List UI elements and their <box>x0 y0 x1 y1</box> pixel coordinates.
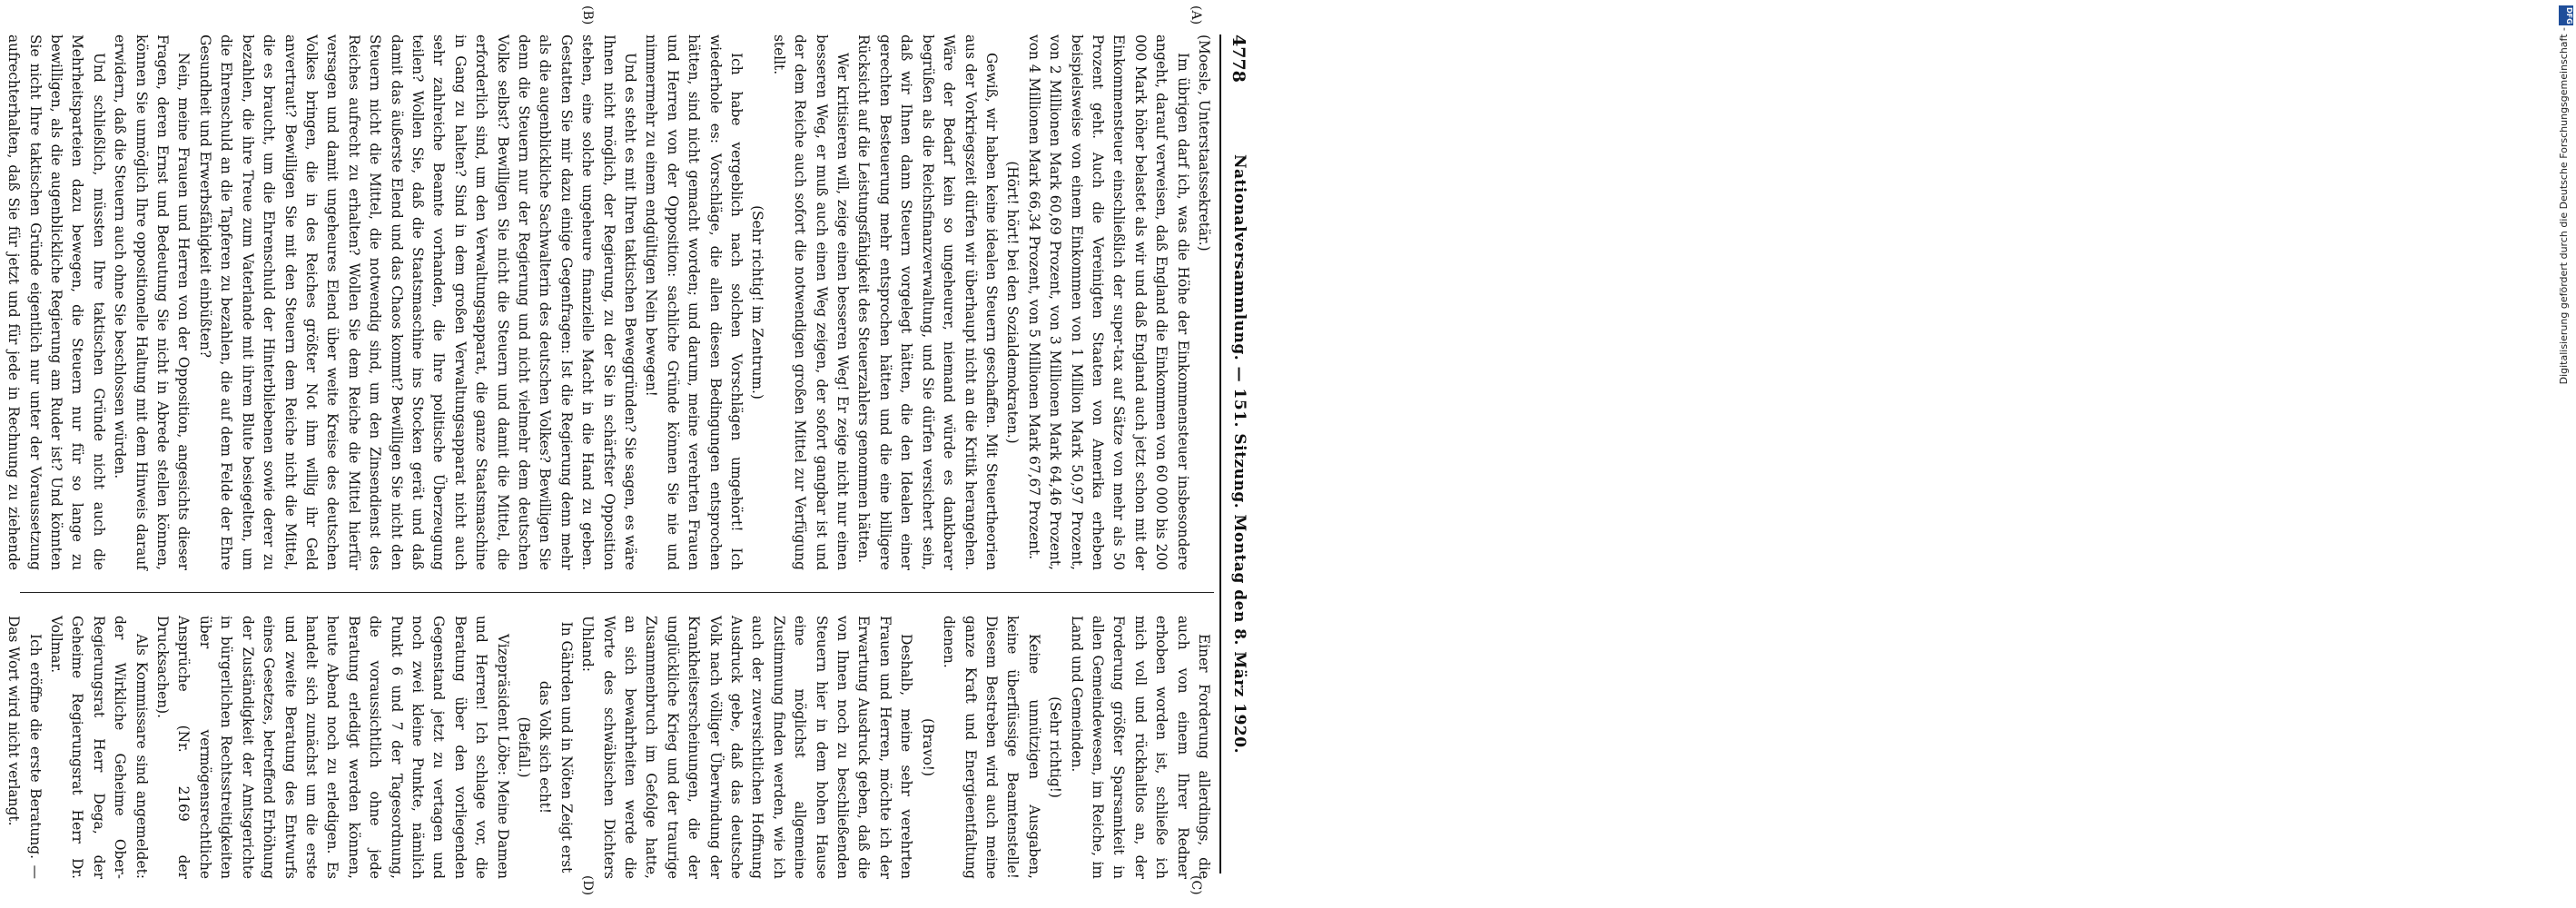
dfg-logo: DFG <box>2559 5 2573 25</box>
column-divider <box>20 592 1214 593</box>
paragraph: Und schließlich, müssten Ihre taktischen Gründe nicht auch die Mehrheitsparteien dazu bewegen, die Steuern nur für so lange zu bewilligen, als die augenblickliche Regierung am Ruder ist? Und könnten Sie nicht Ihre taktischen Gründe eigentlich nur unter der Voraussetzung aufrechterhalten, daß Sie für jetzt und für jede in Rechnung zu ziehende <box>5 35 107 570</box>
column-right <box>5 616 1214 879</box>
digitization-credit: Digitalisierung gefördert durch die Deutsche Forschungsgemeinschaft - <box>2558 27 2570 385</box>
page-number: 4778 <box>1229 35 1249 83</box>
paragraph: Einer Forderung allerdings, die auch von einem Ihrer Redner erhoben worden ist, schließe ich mich voll und rückhaltlos an, der Forderung größter Sparsamkeit in allen Gemeindewesen, im Reiche, im Land und Gemeinden. <box>1068 616 1212 879</box>
paragraph: Vizepräsident Löbe: Meine Damen und Herren! Ich schlage vor, die Beratung über den vorliegenden Gegenstand jetzt zu vertagen und noch zwei kleine Punkte, nämlich Punkt 6 und 7 der Tagesordnung, die voraussichtlich ohne jede Beratung erledigt werden können, heute Abend noch zu erledigen. Es handelt sich zunächst um die erste und zweite Beratung des Entwurfs eines Gesetzes, betreffend Erhöhung der Zuständigkeit der Amtsgerichte in bürgerlichen Rechtsstreitigkeiten über vermögensrechtliche Ansprüche (Nr. 2169 der Drucksachen). <box>154 616 511 879</box>
paragraph: Wer kritisieren will, zeige einen besseren Weg! Er zeige nicht nur einen besseren Weg, er muß auch einen Weg zeigen, der sofort gangbar ist und der dem Reiche auch sofort die notwendigen großen Mittel zur Verfügung stellt. <box>770 35 852 570</box>
interjection: (Beifall.) <box>516 716 532 778</box>
paragraph: Ich habe vergeblich nach solchen Vorschlägen umgehört! Ich wiederhole es: Vorschläge, die allen diesen Bedingungen entsprochen hätten, sind nicht gemacht worden; und darum, meine verehrten Frauen und Herren von der Opposition: sachliche Gründe können Sie nie und nimmermehr zu einem endgültigen Nein bewegen! <box>643 35 745 570</box>
margin-mark-b: (B) <box>580 5 595 25</box>
document-page <box>0 0 1267 908</box>
paragraph: Gewiß, wir haben keine idealen Steuern geschaffen. Mit Steuertheorien aus der Vorkriegszeit dürfen wir überhaupt nicht an die Kritik herangehen. Wäre der Bedarf kein so ungeheurer, niemand würde es dankbarer begrüßen als die Reichsfinanzverwaltung, und Sie dürfen versichert sein, daß wir Ihnen dann Steuern vorgelegt hätten, die den Idealen einer gerechten Besteuerung mehr entsprochen hätten und die eine billigere Rücksicht auf die Leistungsfähigkeit des Steuerzahlers genommen hätten. <box>855 35 1000 570</box>
paragraph: (Moesle, Unterstaatssekretär.) <box>1196 35 1212 252</box>
running-title: Nationalversammlung. — 151. Sitzung. Montag den 8. März 1920. <box>1230 153 1249 754</box>
header-rule <box>1219 35 1221 873</box>
margin-mark-a: (A) <box>1189 5 1203 25</box>
paragraph: Im übrigen darf ich, was die Höhe der Einkommensteuer insbesondere angeht, darauf verweisen, daß England die Einkommen von 60 000 bis 200 000 Mark höher belastet als wir und daß England auch jetzt schon mit der Einkommensteuer einschließlich der super-tax auf Sätze von mehr als 50 Prozent geht. Auch die Vereinigten Staaten von Amerika erheben beispielsweise von einem Einkommen von 1 Million Mark 50,97 Prozent, von 2 Millionen Mark 60,69 Prozent, von 3 Millionen Mark 64,46 Prozent, von 4 Millionen Mark 66,34 Prozent, von 5 Millionen Mark 67,67 Prozent. <box>1025 35 1191 570</box>
paragraph: Und es steht es mit Ihren taktischen Beweggründen? Sie sagen, es wäre Ihnen nicht möglich, der Regierung, zu der Sie in schärfster Opposition stehen, eine solche ungeheure finanzielle Macht in die Hand zu geben. Gestatten Sie mir dazu einige Gegenfragen: Ist die Regierung denn mehr als die augenblickliche Sachwalterin des deutschen Volkes? Bewilligen Sie denn die Steuern nur der Regierung und nicht vielmehr dem deutschen Volke selbst? Bewilligen Sie nicht die Steuern und damit die Mittel, die erforderlich sind, um den Verwaltungsapparat, die ganze Staatsmaschine in Gang zu halten? Sind in dem großen Verwaltungsapparat nicht auch sehr zahlreiche Beamte vorhanden, die Ihre politische Überzeugung teilen? Wollen Sie, daß die Staatsmaschine ins Stocken gerät und daß damit das äußerste Elend und das Chaos kommt? Bewilligen Sie nicht den Steuern nicht die Mittel, die notwendig sind, um den Zinsendienst des Reiches aufrecht zu erhalten? Wollen Sie dem Reiche die Mittel hierfür versagen und damit ungeheures Elend über weite Kreise des deutschen Volkes bringen, die in des Reiches größter Not ihm willig ihr Geld anvertraut? Bewilligen Sie mit den Steuern dem Reiche nicht die Mittel, die es braucht, um die Ehrenschuld der Hinterbliebenen sowie derer zu bezahlen, die ihre Treue zum Vaterlande mit ihrem Blute besiegelten, um die Ehrenschuld an die Tapferen zu bezahlen, die auf dem Felde der Ehre Gesundheit und Erwerbsfähigkeit einbüßten? <box>196 35 639 570</box>
column-left <box>5 35 1214 570</box>
interjection: (Bravo!) <box>919 718 936 776</box>
paragraph: Nein, meine Frauen und Herren von der Opposition, angesichts dieser Fragen, deren Ernst und Bedeutung Sie nicht in Abrede stellen können, können Sie unmöglich Ihre oppositionelle Haltung mit dem Hinweis darauf erwidern, daß die Steuern auch ohne Sie beschlossen würden. <box>112 35 192 570</box>
digitization-strip <box>1276 0 2573 908</box>
paragraph: Deshalb, meine sehr verehrten Frauen und Herren, möchte ich der Erwartung Ausdruck geben, daß die von Ihnen noch zu beschließenden Steuern hier in dem hohen Hause eine möglichst allgemeine Zustimmung finden werden, wie ich auch der zuversichtlichen Hoffnung Ausdruck gebe, daß das deutsche Volk nach völliger Überwindung der Krankheitserscheinungen, die der unglückliche Krieg und der traurige Zusammenbruch im Gefolge hatte, an sich bewahrheiten werde die Worte des schwäbischen Dichters Uhland: <box>579 616 915 879</box>
interjection: (Sehr richtig!) <box>1047 696 1064 798</box>
interjection: (Hört! hört! bei den Sozialdemokraten.) <box>1004 161 1022 444</box>
interjection: (Sehr richtig! im Zentrum.) <box>749 205 766 400</box>
margin-mark-d: (D) <box>580 875 595 896</box>
verse: In Gährden und in Nöten Zeigt erst das Volk sich echt! <box>537 621 575 873</box>
page-header <box>1223 35 1259 873</box>
paragraph: Als Kommissare sind angemeldet: der Wirkliche Geheime Ober-Regierungsrat Herr Dega, der Geheime Regierungsrat Herr Dr. Vollmar. <box>48 616 150 879</box>
margin-mark-c: (C) <box>1189 875 1203 895</box>
paragraph: Keine unnützigen Ausgaben, keine überflüssige Beamtenstelle! Diesem Bestreben wird auch meine ganze Kraft und Energieentfaltung dienen. <box>941 616 1042 879</box>
paragraph: Ich eröffne die erste Beratung. — Das Wort wird nicht verlangt. <box>5 616 44 879</box>
